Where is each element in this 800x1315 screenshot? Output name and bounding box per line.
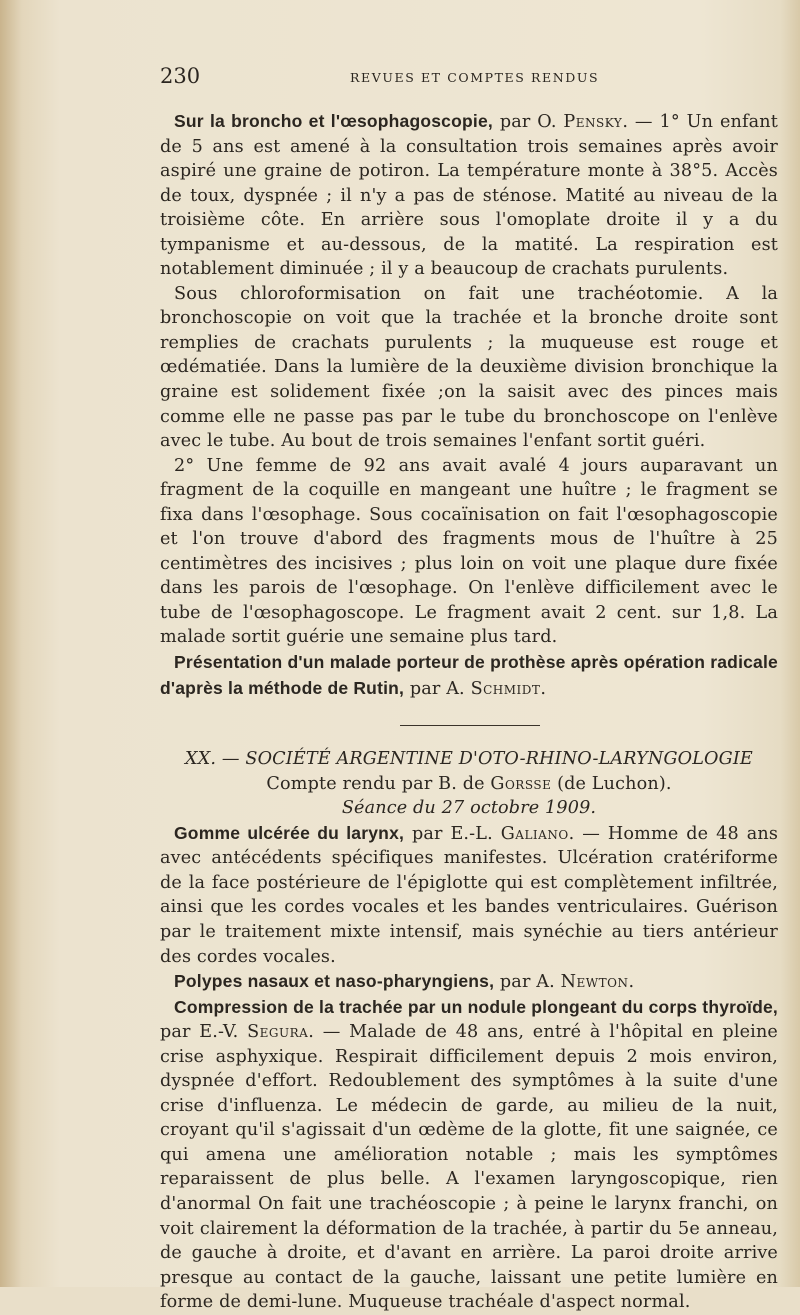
author-name: Newton xyxy=(560,972,629,993)
article-title: Polypes nasaux et naso-pharyngiens, xyxy=(174,971,495,992)
author-name: Segura xyxy=(247,1022,309,1043)
article-title: Sur la broncho et l'œsophagoscopie, xyxy=(174,111,493,131)
session-date: Séance du 27 octobre 1909. xyxy=(341,798,597,819)
article-broncho-para3: 2° Une femme de 92 ans avait avalé 4 jours auparavant un fragment de la coquille en mangeant une huître ; le fragment se fixa dans l'œsophage. Sous cocaïnisation on fait l'œsophagoscopie et l'on trouve d'abord des fragments mous de l'huître à 25 centimètres des incisives ; plus loin on voit une plaque dure fixée dans les parois de l'œsophage. On l'enlève difficilement avec le tube de l'œsophagoscope. Le fragment avait 2 cent. sur 1,8. La malade sortit guérie une semaine plus tard. xyxy=(160,455,778,648)
author-name: Galiano xyxy=(500,823,569,844)
divider-line xyxy=(400,725,540,726)
author-name: Pensky xyxy=(563,112,623,132)
article-title: Présentation d'un malade porteur de prothèse après opération radicale d'après la méthode de Rutin, xyxy=(160,652,778,698)
page-number: 230 xyxy=(160,64,201,88)
section-divider xyxy=(160,701,778,747)
running-header xyxy=(160,62,760,90)
author-name: Schmidt xyxy=(470,678,541,699)
article-broncho-para1: Sur la broncho et l'œsophagoscopie, par O. Pensky. — 1° Un enfant de 5 ans est amené à la consultation trois semaines après avoir aspiré une graine de potiron. La température monte à 38°5. Accès de toux, dyspnée ; il n'y a pas de sténose. Matité au niveau de la troisième côte. En arrière sous l'omoplate droite il y a du tympanisme et au-dessous, de la matité. La respiration est notablement diminuée ; il y a beaucoup de crachats purulents. xyxy=(160,111,778,280)
section-heading: XX. — SOCIÉTÉ ARGENTINE D'OTO-RHINO-LARYNGOLOGIE xyxy=(185,749,753,770)
reporter-name: Gorsse xyxy=(490,773,552,794)
article-broncho-para2: Sous chloroformisation on fait une trachéotomie. A la bronchoscopie on voit que la trachée et la bronche droite sont remplies de crachats purulents ; la muqueuse est rouge et œdématiée. Dans la lumière de la deuxième division bronchique la graine est solidement fixée ;on la saisit avec des pinces mais comme elle ne passe pas par le tube du bronchoscope on l'enlève avec le tube. Au bout de trois semaines l'enfant sortit guéri. xyxy=(160,283,778,452)
body-text xyxy=(160,109,778,1315)
running-title: REVUES ET COMPTES RENDUS xyxy=(350,70,600,85)
article-prothese: Présentation d'un malade porteur de prothèse après opération radicale d'après la méthode de Rutin, par A. Schmidt. xyxy=(160,652,778,699)
article-gomme: Gomme ulcérée du larynx, par E.-L. Galiano. — Homme de 48 ans avec antécédents spécifiques manifestes. Ulcération cratériforme de la face postérieure de l'épiglotte qui est complètement infiltrée, ainsi que les cordes vocales et les bandes ventriculaires. Guérison par le traitement mixte intensif, mais synéchie au tiers antérieur des cordes vocales. xyxy=(160,822,778,967)
article-title: Gomme ulcérée du larynx, xyxy=(174,822,405,843)
article-compression: Compression de la trachée par un nodule plongeant du corps thyroïde, par E.-V. Segura. — Malade de 48 ans, entré à l'hôpital en pleine crise asphyxique. Respirait difficilement depuis 2 mois environ, dyspnée d'effort. Redoublement des symptômes à la suite d'une crise d'influenza. Le médecin de garde, au milieu de la nuit, croyant qu'il s'agissait d'un œdème de la glotte, fit une saignée, ce qui amena une amélioration notable ; mais les symptômes reparaissent de plus belle. A l'examen laryngoscopique, rien d'anormal On fait une trachéoscopie ; à peine le larynx franchi, on voit clairement la déformation de la trachée, à partir du 5e anneau, de gauche à droite, et d'avant en arrière. La paroi droite arrive presque au contact de la gauche, laissant une petite lumière en forme de demi-lune. Muqueuse trachéale d'aspect normal. xyxy=(160,996,778,1313)
report-author-line: Compte rendu par B. de Gorsse (de Luchon). xyxy=(266,773,672,794)
article-title: Compression de la trachée par un nodule plongeant du corps thyroïde, xyxy=(174,996,778,1017)
article-polypes: Polypes nasaux et naso-pharyngiens, par A. Newton. xyxy=(174,971,635,993)
